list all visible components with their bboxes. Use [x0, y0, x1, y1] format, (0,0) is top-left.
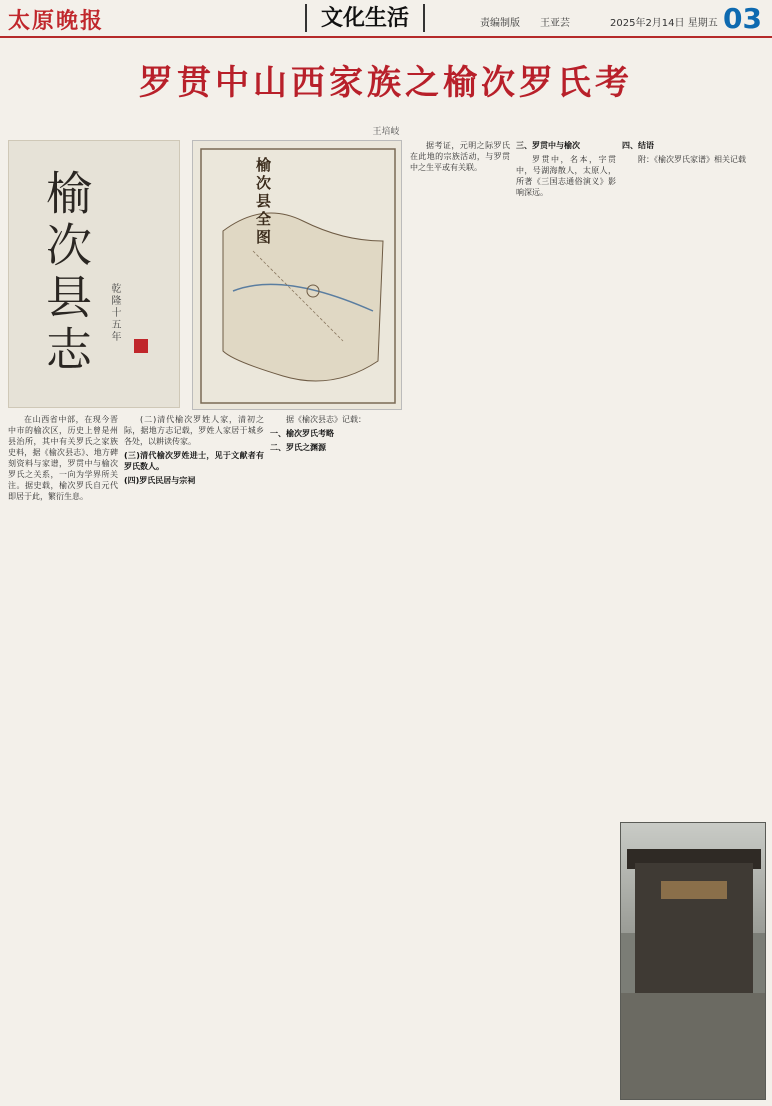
article-column-5 [516, 140, 616, 1100]
paragraph: 据考证，元明之际罗氏在此地的宗族活动，与罗贯中之生平或有关联。 [410, 141, 510, 172]
map-title: 榆次县全图 [254, 157, 272, 247]
section-title: 文化生活 [305, 4, 425, 32]
paragraph: 据《榆次县志》记载： [286, 415, 366, 424]
page-number: 03 [723, 2, 762, 35]
calligraphy-image [8, 140, 180, 408]
article-column-4 [410, 140, 510, 1100]
photo-ground [621, 993, 765, 1100]
subheading: 一、榆次罗氏考略 [270, 429, 334, 438]
article-column-3 [270, 414, 402, 1104]
article-byline: 王培岐 [372, 127, 400, 137]
subheading: (四)罗氏民居与宗祠 [124, 476, 196, 485]
paragraph: (二)清代榆次罗姓人家，清初之际，据地方志记载，罗姓人家居于城乡各处，以耕读传家。 [124, 415, 264, 446]
paragraph: 罗贯中，名本，字贯中，号湖海散人，太原人，所著《三国志通俗演义》影响深远。 [516, 155, 616, 197]
subheading: 四、结语 [622, 141, 654, 150]
masthead: 太原晚报 [8, 8, 105, 34]
article-headline: 罗贯中山西家族之榆次罗氏考 [139, 63, 633, 103]
editor-label: 责编制版 [480, 18, 520, 29]
article-column-2 [124, 414, 264, 1104]
subheading: (三)清代榆次罗姓进士，见于文献者有罗氏数人。 [124, 451, 264, 471]
ancestral-gate-photo [620, 822, 766, 1100]
page-header [0, 0, 772, 38]
subheading: 二、罗氏之渊源 [270, 443, 326, 452]
proofreader-label: 王亚芸 [540, 18, 570, 29]
paragraph: 在山西省中部，在现今晋中市的榆次区，历史上曾是州县治所，其中有关罗氏之家族史料，据《榆次县志》、地方碑刻资料与家谱，罗贯中与榆次罗氏之关系，一向为学界所关注。据史载，榆次罗氏自元代即居于此，繁衍生息。 [8, 415, 118, 501]
calligraphy-inscription: 乾隆十五年 [109, 283, 120, 343]
subheading: 三、罗贯中与榆次 [516, 141, 580, 150]
map-graphic [193, 141, 402, 410]
county-map-image [192, 140, 402, 410]
article-column-6 [622, 140, 766, 816]
seal-stamp [134, 339, 148, 353]
date-label: 2025年2月14日 星期五 [610, 18, 718, 29]
photo-sign [661, 881, 727, 899]
calligraphy-text: 榆次县志 [39, 169, 93, 377]
paragraph: 附：《榆次罗氏家谱》相关记载 [638, 155, 746, 164]
article-column-1 [8, 414, 118, 1104]
